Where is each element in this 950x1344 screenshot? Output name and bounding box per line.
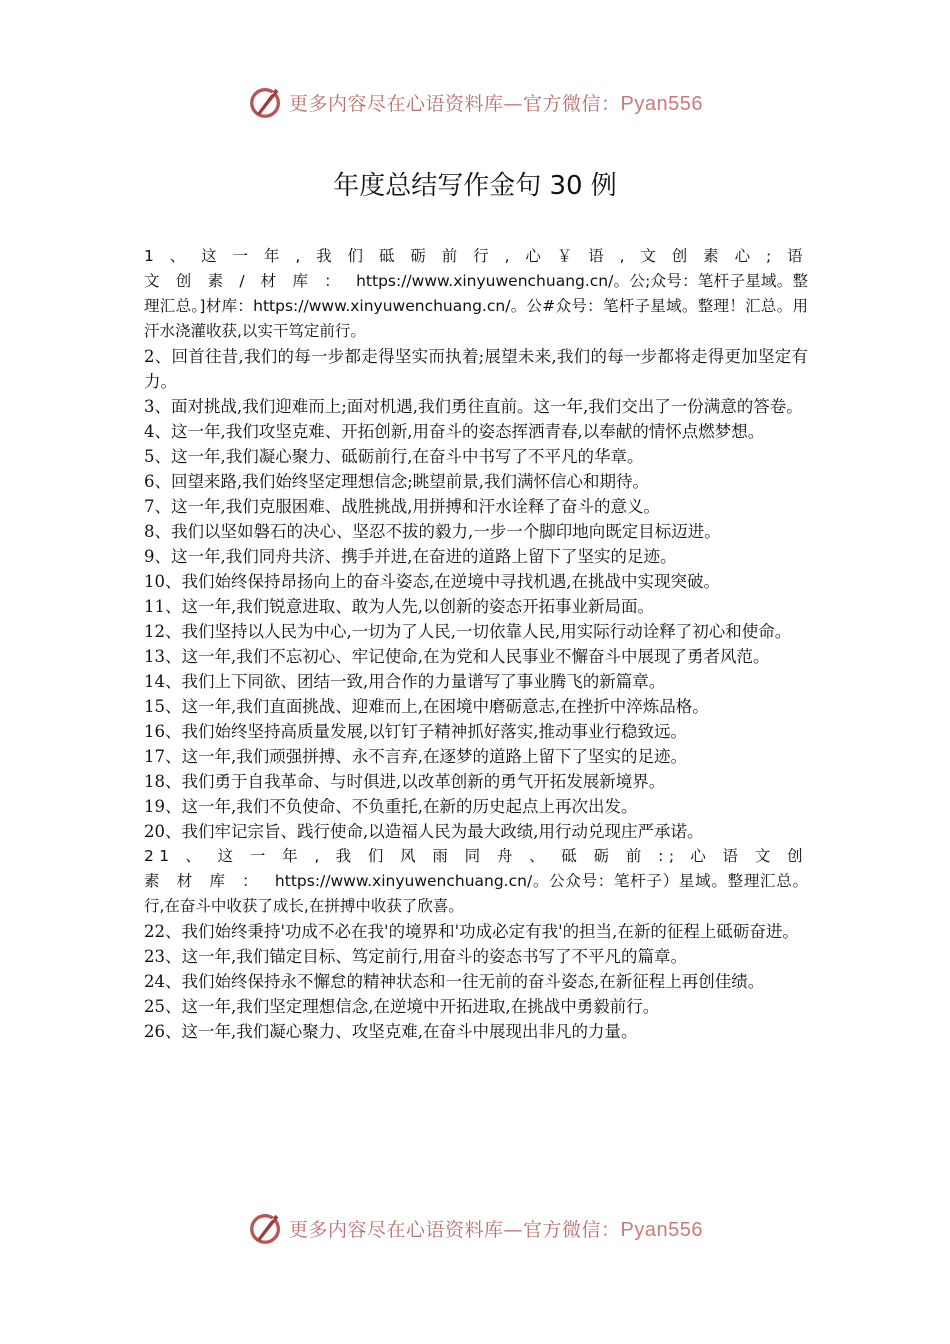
banner-text [289, 89, 703, 116]
list-item: 7、这一年,我们克服困难、战胜挑战,用拼搏和汗水诠释了奋斗的意义。 [144, 497, 660, 516]
item-text: https://www.xinyuwenchuang.cn/。公;众号：笔杆子星域。整理汇总。]材库：https://www.xinyuwenchuang.cn/。公#众号：笔杆子星域。整理！汇总。用汗水浇灌收获,以实干笃定前行。 [144, 272, 808, 340]
list-item: 12、我们坚持以人民为中心,一切为了人民,一切依靠人民,用实际行动诠释了初心和使命。 [144, 622, 792, 641]
list-item: 3、面对挑战,我们迎难而上;面对机遇,我们勇往直前。这一年,我们交出了一份满意的答卷。 [144, 397, 803, 416]
list-item: 14、我们上下同欲、团结一致,用合作的力量谱写了事业腾飞的新篇章。 [144, 672, 666, 691]
list-item: 2、回首往昔,我们的每一步都走得坚实而执着;展望未来,我们的每一步都将走得更加坚定有力。 [144, 347, 808, 391]
list-item: 8、我们以坚如磐石的决心、坚忍不拔的毅力,一步一个脚印地向既定目标迈进。 [144, 522, 721, 541]
banner-text [289, 1215, 703, 1242]
item-lead: 1 、 这 一 年 , 我 们 砥 砺 前 行 , 心 ￥ 语 , 文 创 素 心 ; 语 文 创 素 / 材 库 ： [144, 247, 808, 290]
list-item: 9、这一年,我们同舟共济、携手并进,在奋进的道路上留下了坚实的足迹。 [144, 547, 677, 566]
list-item: 4、这一年,我们攻坚克难、开拓创新,用奋斗的姿态挥洒青春,以奉献的情怀点燃梦想。 [144, 422, 765, 441]
list-item: 26、这一年,我们凝心聚力、攻坚克难,在奋斗中展现出非凡的力量。 [144, 1022, 638, 1041]
list-item: 19、这一年,我们不负使命、不负重托,在新的历史起点上再次出发。 [144, 797, 638, 816]
header-banner [0, 82, 950, 122]
list-item: 16、我们始终坚持高质量发展,以钉钉子精神抓好落实,推动事业行稳致远。 [144, 722, 687, 741]
list-item: 20、我们牢记宗旨、践行使命,以造福人民为最大政绩,用行动兑现庄严承诺。 [144, 822, 704, 841]
list-item: 10、我们始终保持昂扬向上的奋斗姿态,在逆境中寻找机遇,在挑战中实现突破。 [144, 572, 720, 591]
document-title: 年度总结写作金句 30 例 [333, 171, 617, 202]
quill-pen-circle-icon [247, 1209, 285, 1247]
list-item: 23、这一年,我们锚定目标、笃定前行,用奋斗的姿态书写了不平凡的篇章。 [144, 947, 687, 966]
item-text: https://www.xinyuwenchuang.cn/。公众号：笔杆子）星域。整理汇总。行,在奋斗中收获了成长,在拼搏中收获了欣喜。 [144, 872, 809, 915]
list-item: 6、回望来路,我们始终坚定理想信念;眺望前景,我们满怀信心和期待。 [144, 472, 650, 491]
banner-label: 更多内容尽在心语资料库—官方微信： [289, 1218, 621, 1241]
quote-list [144, 244, 808, 1044]
wechat-id: Pyan556 [620, 1218, 703, 1241]
list-item: 24、我们始终保持永不懈怠的精神状态和一往无前的奋斗姿态,在新征程上再创佳绩。 [144, 972, 765, 991]
list-item: 18、我们勇于自我革命、与时俱进,以改革创新的勇气开拓发展新境界。 [144, 772, 666, 791]
list-item: 17、这一年,我们顽强拼搏、永不言弃,在逐梦的道路上留下了坚实的足迹。 [144, 747, 687, 766]
quill-pen-circle-icon [247, 83, 285, 121]
list-item [144, 244, 808, 344]
item-lead: 21 、 这 一 年 , 我 们 风 雨 同 舟 、 砥 砺 前 :; 心 语 文 创 素 材 库 ： [144, 847, 808, 890]
list-item: 11、这一年,我们锐意进取、敢为人先,以创新的姿态开拓事业新局面。 [144, 597, 654, 616]
list-item: 25、这一年,我们坚定理想信念,在逆境中开拓进取,在挑战中勇毅前行。 [144, 997, 660, 1016]
wechat-id: Pyan556 [620, 92, 703, 115]
banner-label: 更多内容尽在心语资料库—官方微信： [289, 92, 621, 115]
list-item [144, 844, 808, 919]
list-item: 13、这一年,我们不忘初心、牢记使命,在为党和人民事业不懈奋斗中展现了勇者风范。 [144, 647, 770, 666]
list-item: 5、这一年,我们凝心聚力、砥砺前行,在奋斗中书写了不平凡的华章。 [144, 447, 644, 466]
footer-banner [0, 1208, 950, 1248]
list-item: 22、我们始终秉持'功成不必在我'的境界和'功成必定有我'的担当,在新的征程上砥砺奋进。 [144, 922, 799, 941]
list-item: 15、这一年,我们直面挑战、迎难而上,在困境中磨砺意志,在挫折中淬炼品格。 [144, 697, 709, 716]
